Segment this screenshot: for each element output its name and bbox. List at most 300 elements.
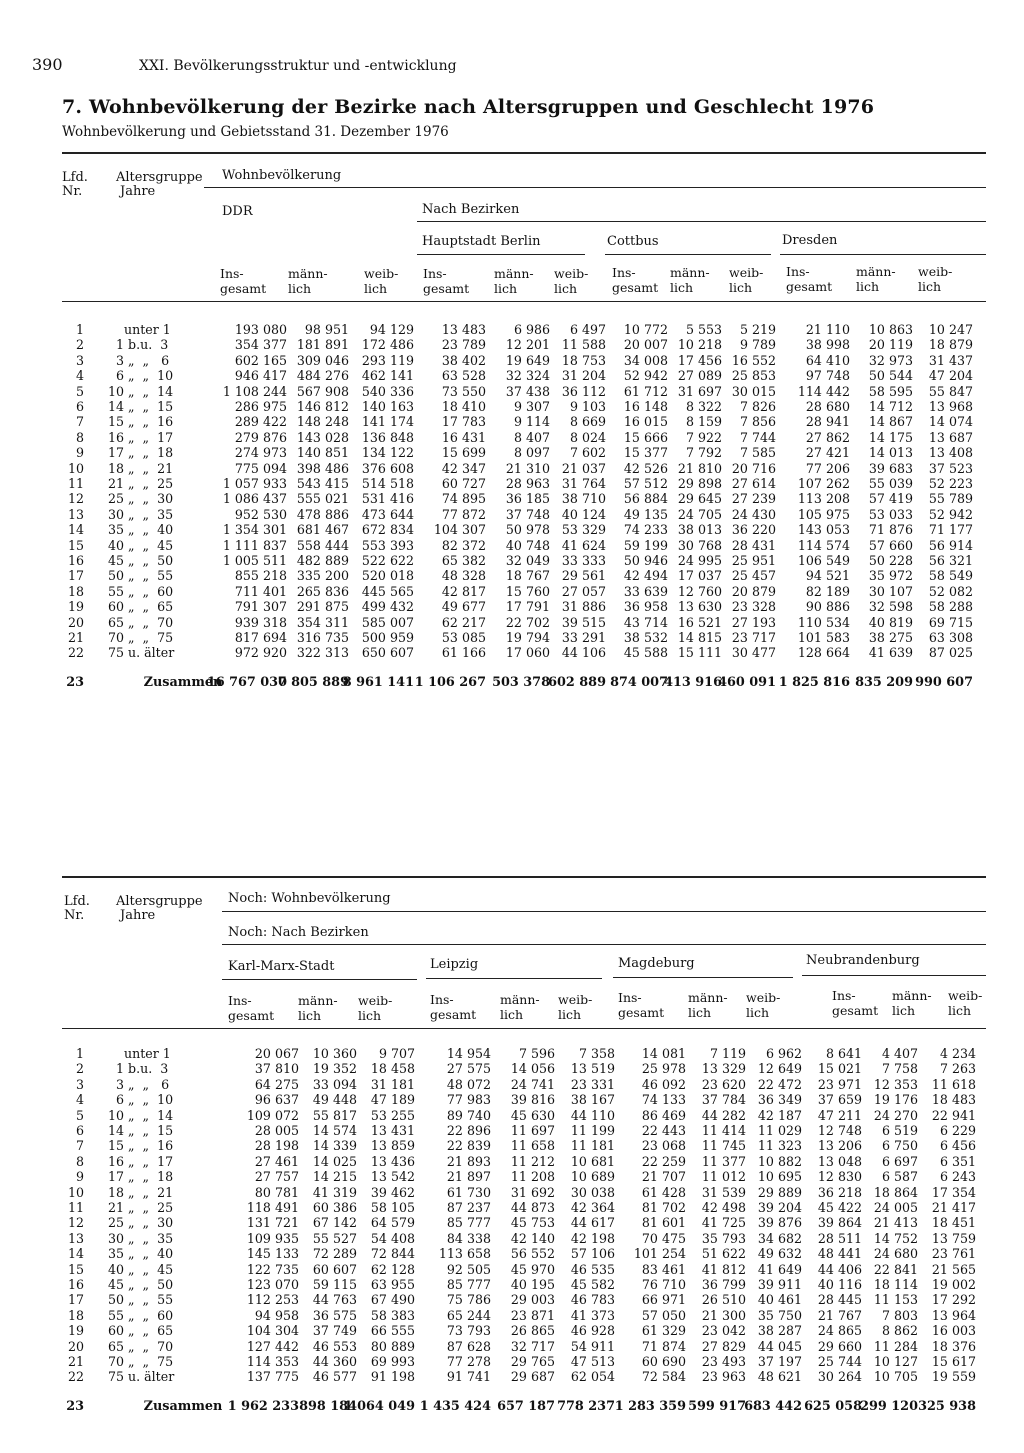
cell: 172 486	[361, 337, 414, 352]
table-row	[62, 1323, 986, 1338]
district-karl-marx-stadt: Karl-Marx-Stadt	[228, 959, 335, 974]
table-row	[62, 430, 986, 445]
cell: 11 658	[510, 1138, 555, 1153]
cell: 42 347	[441, 461, 486, 476]
table-row	[62, 384, 986, 399]
district-neubrandenburg: Neubrandenburg	[806, 953, 920, 968]
age-group: 40 „ „ 45	[108, 538, 174, 553]
cell: 42 526	[623, 461, 668, 476]
cell: 13 964	[931, 1308, 976, 1323]
col-ins: Ins-	[220, 266, 244, 281]
cell: 44 106	[561, 645, 606, 660]
cell: 49 677	[441, 599, 486, 614]
cell: 279 876	[234, 430, 287, 445]
age-group: 40 „ „ 45	[108, 1262, 174, 1277]
cell: 12 649	[757, 1061, 802, 1076]
cell: 110 534	[797, 615, 850, 630]
cell: 98 951	[304, 322, 349, 337]
row-number: 9	[75, 445, 84, 460]
cell: 67 490	[370, 1292, 415, 1307]
cell: 56 552	[510, 1246, 555, 1261]
cell: 55 847	[928, 384, 973, 399]
cell: 683 442	[744, 1399, 802, 1414]
cell: 46 928	[570, 1323, 615, 1338]
col-w: lich	[554, 281, 578, 296]
cell: 13 519	[570, 1061, 615, 1076]
district-berlin: Hauptstadt Berlin	[422, 234, 541, 249]
cell: 6 519	[881, 1123, 918, 1138]
cell: 37 810	[254, 1061, 299, 1076]
row-number: 10	[67, 1185, 84, 1200]
cell: 33 291	[561, 630, 606, 645]
cell: 104 304	[246, 1323, 299, 1338]
cell: 558 444	[296, 538, 349, 553]
age-years-label: Jahre	[120, 184, 156, 199]
row-number: 20	[67, 615, 84, 630]
cell: 19 176	[873, 1092, 918, 1107]
cell: 11 012	[701, 1169, 746, 1184]
cell: 22 841	[873, 1262, 918, 1277]
cell: 1 962 233	[227, 1399, 299, 1414]
table-row	[62, 522, 986, 537]
cell: 123 070	[246, 1277, 299, 1292]
cell: 8 097	[513, 445, 550, 460]
col-m: männ-	[856, 264, 896, 279]
age-group: unter 1	[108, 1046, 171, 1061]
cell: 484 276	[296, 368, 349, 383]
col-ins: gesamt	[786, 279, 833, 294]
cell: 8 669	[569, 414, 606, 429]
cell: 46 535	[570, 1262, 615, 1277]
cell: 8 407	[513, 430, 550, 445]
total-row	[62, 1399, 986, 1414]
cell: 7 119	[709, 1046, 746, 1061]
table-row	[62, 1046, 986, 1061]
cell: 72 844	[370, 1246, 415, 1261]
age-group: 17 „ „ 18	[108, 445, 174, 460]
age-group: 70 „ „ 75	[108, 1354, 174, 1369]
cell: 16 552	[731, 353, 776, 368]
cell: 9 103	[569, 399, 606, 414]
cell: 13 687	[928, 430, 973, 445]
cell: 94 521	[805, 568, 850, 583]
age-group: 25 „ „ 30	[108, 491, 174, 506]
cell: 625 058	[804, 1399, 862, 1414]
cell: 22 839	[446, 1138, 491, 1153]
cell: 49 632	[757, 1246, 802, 1261]
cell: 4 407	[881, 1046, 918, 1061]
age-group: 21 „ „ 25	[108, 1200, 174, 1215]
cell: 57 106	[570, 1246, 615, 1261]
cell: 87 237	[446, 1200, 491, 1215]
cell: 28 431	[731, 538, 776, 553]
cell: 37 523	[928, 461, 973, 476]
col-w: weib-	[948, 988, 983, 1003]
cell: 21 310	[505, 461, 550, 476]
cell: 17 783	[441, 414, 486, 429]
cell: 113 208	[797, 491, 850, 506]
age-group: 6 „ „ 10	[108, 1092, 174, 1107]
cell: 17 060	[505, 645, 550, 660]
cell: 567 908	[296, 384, 349, 399]
cell: 122 735	[246, 1262, 299, 1277]
cell: 316 735	[296, 630, 349, 645]
cell: 22 443	[641, 1123, 686, 1138]
cell: 94 958	[254, 1308, 299, 1323]
cell: 23 493	[701, 1354, 746, 1369]
cell: 11 208	[510, 1169, 555, 1184]
cell: 24 005	[873, 1200, 918, 1215]
cell: 58 595	[868, 384, 913, 399]
cell: 77 983	[446, 1092, 491, 1107]
cell: 49 448	[312, 1092, 357, 1107]
cell: 7 263	[939, 1061, 976, 1076]
cell: 9 114	[513, 414, 550, 429]
cell: 64 410	[805, 353, 850, 368]
age-group: 70 „ „ 75	[108, 630, 174, 645]
col-m: männ-	[500, 992, 540, 1007]
cell: 30 107	[868, 584, 913, 599]
cell: 11 618	[931, 1077, 976, 1092]
row-number: 15	[67, 538, 84, 553]
row-number: 17	[67, 568, 84, 583]
cell: 63 308	[928, 630, 973, 645]
cell: 23 963	[701, 1369, 746, 1384]
cell: 59 199	[623, 538, 668, 553]
col-m: lich	[500, 1007, 524, 1022]
cell: 15 617	[931, 1354, 976, 1369]
cell: 59 115	[312, 1277, 357, 1292]
cell: 18 864	[873, 1185, 918, 1200]
cell: 47 204	[928, 368, 973, 383]
row-number: 17	[67, 1292, 84, 1307]
cell: 7 758	[881, 1061, 918, 1076]
cell: 39 864	[817, 1215, 862, 1230]
cell: 87 025	[928, 645, 973, 660]
row-number: 16	[67, 1277, 84, 1292]
cell: 1 108 244	[222, 384, 287, 399]
cell: 50 544	[868, 368, 913, 383]
row-number: 1	[75, 322, 84, 337]
cell: 6 456	[939, 1138, 976, 1153]
cell: 553 393	[361, 538, 414, 553]
cell: 31 181	[370, 1077, 415, 1092]
row-number: 22	[67, 645, 84, 660]
cell: 41 812	[701, 1262, 746, 1277]
cell: 23 789	[441, 337, 486, 352]
cell: 11 181	[570, 1138, 615, 1153]
cell: 55 817	[312, 1108, 357, 1123]
cell: 12 748	[817, 1123, 862, 1138]
cell: 8 641	[825, 1046, 862, 1061]
cell: 775 094	[234, 461, 287, 476]
cell: 193 080	[234, 322, 287, 337]
cell: 29 645	[677, 491, 722, 506]
age-group: 60 „ „ 65	[108, 1323, 174, 1338]
cell: 61 712	[623, 384, 668, 399]
cell: 514 518	[361, 476, 414, 491]
cell: 36 220	[731, 522, 776, 537]
cell: 14 752	[873, 1231, 918, 1246]
col-m: lich	[298, 1008, 322, 1023]
row-number: 13	[67, 1231, 84, 1246]
cell: 7 792	[685, 445, 722, 460]
cell: 540 336	[361, 384, 414, 399]
cell: 9 307	[513, 399, 550, 414]
cell: 41 639	[868, 645, 913, 660]
cell: 48 328	[441, 568, 486, 583]
age-group: 65 „ „ 70	[108, 1339, 174, 1354]
cell: 53 329	[561, 522, 606, 537]
row-number: 8	[75, 430, 84, 445]
total-label: Zusammen	[108, 675, 223, 690]
row-number: 14	[67, 522, 84, 537]
cell: 14 081	[641, 1046, 686, 1061]
cell: 60 727	[441, 476, 486, 491]
age-group: 45 „ „ 50	[108, 1277, 174, 1292]
cell: 23 620	[701, 1077, 746, 1092]
row-number: 7	[75, 1138, 84, 1153]
cell: 47 513	[570, 1354, 615, 1369]
cell: 445 565	[361, 584, 414, 599]
district-dresden: Dresden	[782, 233, 838, 248]
cell: 25 457	[731, 568, 776, 583]
cell: 24 430	[731, 507, 776, 522]
cell: 22 259	[641, 1154, 686, 1169]
cell: 7 922	[685, 430, 722, 445]
cell: 657 187	[497, 1399, 555, 1414]
cell: 1 005 511	[222, 553, 287, 568]
cell: 16 521	[677, 615, 722, 630]
cell: 114 574	[797, 538, 850, 553]
age-group: 18 „ „ 21	[108, 461, 174, 476]
cell: 265 836	[296, 584, 349, 599]
cell: 7 358	[578, 1046, 615, 1061]
cell: 325 938	[918, 1399, 976, 1414]
cell: 29 561	[561, 568, 606, 583]
cell: 8 961 141	[342, 675, 414, 690]
cell: 5 553	[685, 322, 722, 337]
table-row	[62, 615, 986, 630]
cell: 46 092	[641, 1077, 686, 1092]
cell: 33 094	[312, 1077, 357, 1092]
rule	[802, 975, 986, 976]
rule	[62, 876, 986, 878]
cell: 34 682	[757, 1231, 802, 1246]
cell: 65 244	[446, 1308, 491, 1323]
cell: 11 745	[701, 1138, 746, 1153]
cell: 585 007	[361, 615, 414, 630]
cell: 94 129	[369, 322, 414, 337]
cell: 31 886	[561, 599, 606, 614]
cell: 10 218	[677, 337, 722, 352]
cell: 14 215	[312, 1169, 357, 1184]
cell: 37 749	[312, 1323, 357, 1338]
cell: 672 834	[361, 522, 414, 537]
cell: 499 432	[361, 599, 414, 614]
row-number: 12	[67, 491, 84, 506]
cell: 13 483	[441, 322, 486, 337]
cell: 23 761	[931, 1246, 976, 1261]
col-ins: Ins-	[228, 993, 252, 1008]
age-group: 6 „ „ 10	[108, 368, 174, 383]
row-number: 1	[75, 1046, 84, 1061]
table-row	[62, 337, 986, 352]
cell: 14 074	[928, 414, 973, 429]
cell: 14 175	[868, 430, 913, 445]
cell: 32 598	[868, 599, 913, 614]
cell: 37 438	[505, 384, 550, 399]
col-m: männ-	[688, 990, 728, 1005]
nr-label: Nr.	[64, 908, 85, 923]
cell: 16 148	[623, 399, 668, 414]
cell: 41 649	[757, 1262, 802, 1277]
table-row	[62, 1154, 986, 1169]
cell: 1 283 359	[614, 1399, 686, 1414]
cell: 86 469	[641, 1108, 686, 1123]
age-group: 1 b.u. 3	[108, 337, 169, 352]
cell: 413 916	[664, 675, 722, 690]
cell: 1 825 816	[778, 675, 850, 690]
cell: 50 946	[623, 553, 668, 568]
cell: 15 021	[817, 1061, 862, 1076]
cell: 42 364	[570, 1200, 615, 1215]
table-row	[62, 1262, 986, 1277]
cell: 15 666	[623, 430, 668, 445]
cell: 36 218	[817, 1185, 862, 1200]
cell: 14 339	[312, 1138, 357, 1153]
cell: 51 622	[701, 1246, 746, 1261]
cell: 45 970	[510, 1262, 555, 1277]
table-title: 7. Wohnbevölkerung der Bezirke nach Altersgruppen und Geschlecht 1976	[62, 96, 875, 118]
cell: 38 998	[805, 337, 850, 352]
col-ins: gesamt	[228, 1008, 275, 1023]
cell: 36 799	[701, 1277, 746, 1292]
col-w: weib-	[729, 265, 764, 280]
cell: 13 542	[370, 1169, 415, 1184]
cell: 38 287	[757, 1323, 802, 1338]
cell: 32 973	[868, 353, 913, 368]
cell: 27 239	[731, 491, 776, 506]
cell: 7 856	[739, 414, 776, 429]
row-number: 12	[67, 1215, 84, 1230]
table-row	[62, 568, 986, 583]
cell: 31 437	[928, 353, 973, 368]
cell: 17 292	[931, 1292, 976, 1307]
cell: 96 637	[254, 1092, 299, 1107]
cell: 47 189	[370, 1092, 415, 1107]
cell: 101 254	[633, 1246, 686, 1261]
row-number: 19	[67, 1323, 84, 1338]
col-m: lich	[856, 279, 880, 294]
cell: 291 875	[296, 599, 349, 614]
cell: 17 456	[677, 353, 722, 368]
table-row	[62, 491, 986, 506]
cell: 13 329	[701, 1061, 746, 1076]
rule	[204, 187, 986, 188]
cell: 42 494	[623, 568, 668, 583]
cell: 835 209	[855, 675, 913, 690]
cell: 11 212	[510, 1154, 555, 1169]
table-row	[62, 476, 986, 491]
age-group: 18 „ „ 21	[108, 1185, 174, 1200]
cell: 30 477	[731, 645, 776, 660]
row-number: 11	[67, 1200, 84, 1215]
cell: 23 871	[510, 1308, 555, 1323]
cell: 80 781	[254, 1185, 299, 1200]
cell: 18 410	[441, 399, 486, 414]
cell: 28 963	[505, 476, 550, 491]
table-row	[62, 322, 986, 337]
cell: 855 218	[234, 568, 287, 583]
cell: 64 579	[370, 1215, 415, 1230]
cell: 42 198	[570, 1231, 615, 1246]
rule	[62, 1028, 986, 1029]
cell: 53 033	[868, 507, 913, 522]
super-header: Noch: Wohnbevölkerung	[228, 891, 391, 906]
row-number: 21	[67, 1354, 84, 1369]
row-number: 21	[67, 630, 84, 645]
cell: 29 898	[677, 476, 722, 491]
cell: 84 338	[446, 1231, 491, 1246]
cell: 21 413	[873, 1215, 918, 1230]
cell: 41 319	[312, 1185, 357, 1200]
row-number: 16	[67, 553, 84, 568]
cell: 6 697	[881, 1154, 918, 1169]
row-number: 23	[66, 1399, 84, 1414]
cell: 20 067	[254, 1046, 299, 1061]
table-row	[62, 553, 986, 568]
age-years-label: Jahre	[120, 908, 156, 923]
cell: 71 177	[928, 522, 973, 537]
cell: 24 680	[873, 1246, 918, 1261]
cell: 44 282	[701, 1108, 746, 1123]
cell: 61 329	[641, 1323, 686, 1338]
cell: 46 553	[312, 1339, 357, 1354]
district-cottbus: Cottbus	[607, 234, 659, 249]
cell: 83 461	[641, 1262, 686, 1277]
row-number: 6	[75, 1123, 84, 1138]
cell: 29 660	[817, 1339, 862, 1354]
cell: 8 024	[569, 430, 606, 445]
cell: 599 917	[688, 1399, 746, 1414]
age-group: 16 „ „ 17	[108, 1154, 174, 1169]
cell: 376 608	[361, 461, 414, 476]
col-ins: Ins-	[612, 265, 636, 280]
cell: 681 467	[296, 522, 349, 537]
cell: 874 007	[610, 675, 668, 690]
cell: 31 204	[561, 368, 606, 383]
cell: 10 772	[623, 322, 668, 337]
col-ins: Ins-	[423, 266, 447, 281]
col-ins: Ins-	[618, 990, 642, 1005]
cell: 44 873	[510, 1200, 555, 1215]
cell: 11 588	[561, 337, 606, 352]
cell: 134 122	[361, 445, 414, 460]
cell: 23 042	[701, 1323, 746, 1338]
cell: 6 351	[939, 1154, 976, 1169]
cell: 73 793	[446, 1323, 491, 1338]
cell: 127 442	[246, 1339, 299, 1354]
cell: 50 228	[868, 553, 913, 568]
cell: 52 942	[928, 507, 973, 522]
district-magdeburg: Magdeburg	[618, 956, 695, 971]
table-row	[62, 507, 986, 522]
cell: 6 497	[569, 322, 606, 337]
cell: 13 206	[817, 1138, 862, 1153]
cell: 82 372	[441, 538, 486, 553]
cell: 19 002	[931, 1277, 976, 1292]
